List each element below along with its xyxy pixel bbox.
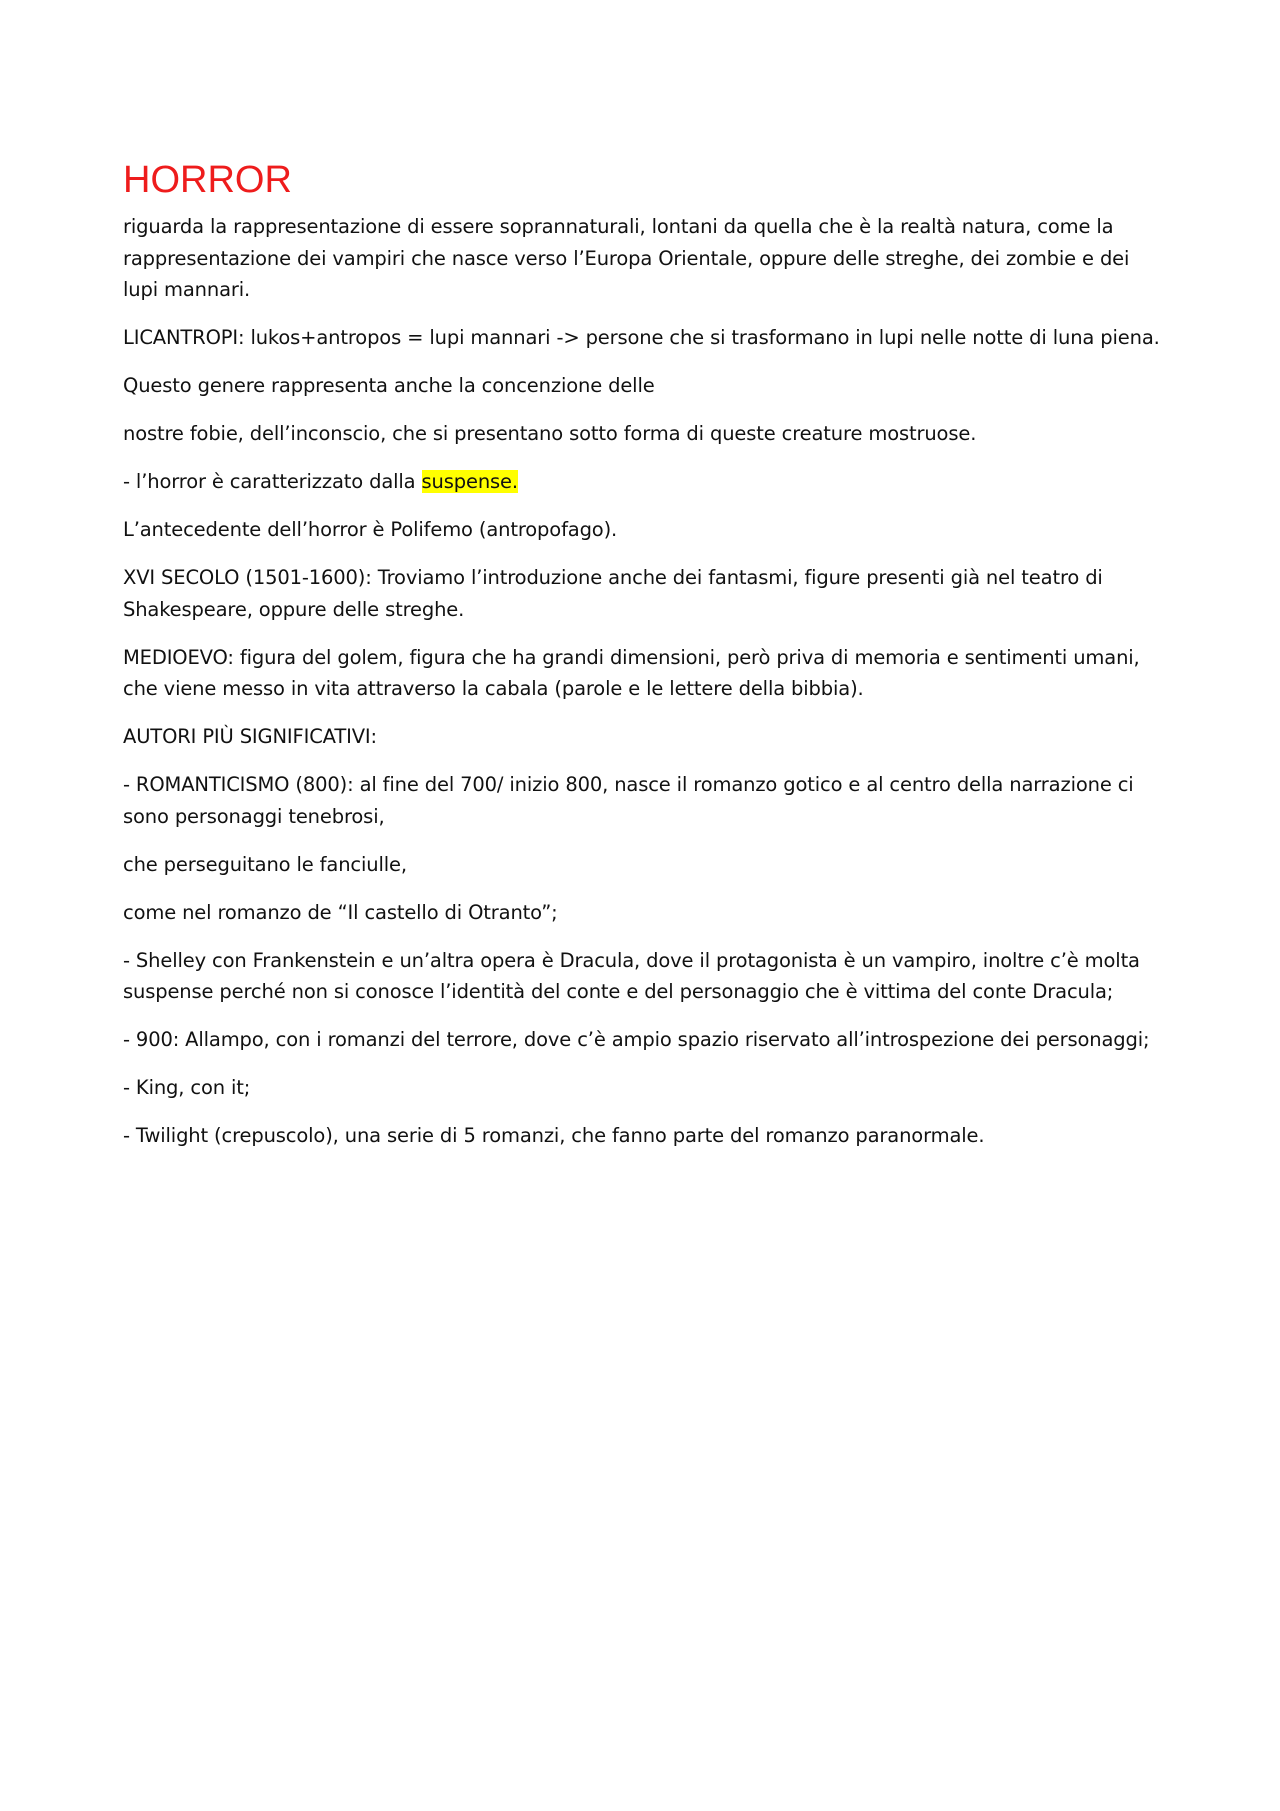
list-item-twilight: - Twilight (crepuscolo), una serie di 5 romanzi, che fanno parte del romanzo paranormale. [123,1124,985,1147]
paragraph-licantropi: LICANTROPI: lukos+antropos = lupi mannari -> persone che si trasformano in lupi nelle notte di luna piena. [123,326,1160,349]
paragraph-antecedente: L’antecedente dell’horror è Polifemo (antropofago). [123,518,618,541]
paragraph-fobie: nostre fobie, dell’inconscio, che si presentano sotto forma di queste creature mostruose. [123,422,977,445]
paragraph-intro: riguarda la rappresentazione di essere soprannaturali, lontani da quella che è la realtà natura, come la rappresentazione dei vampiri che nasce verso l’Europa Orientale, oppure delle streghe, dei zombie e dei lupi mannari. [123,215,1130,301]
document-body [123,156,1163,1168]
highlighted-text: suspense. [421,470,518,493]
list-item-900: - 900: Allampo, con i romanzi del terrore, dove c’è ampio spazio riservato all’introspezione dei personaggi; [123,1028,1150,1051]
paragraph-suspense [123,466,1163,498]
paragraph-fanciulle: che perseguitano le fanciulle, [123,852,407,876]
paragraph-otranto: come nel romanzo de “Il castello di Otranto”; [123,900,558,924]
paragraph-xvi-secolo: XVI SECOLO (1501-1600): Troviamo l’introduzione anche dei fantasmi, figure presenti già nel teatro di Shakespeare, oppure delle streghe. [123,566,1103,621]
paragraph-genere: Questo genere rappresenta anche la concenzione delle [123,374,655,397]
paragraph-autori-heading: AUTORI PIÙ SIGNIFICATIVI: [123,725,377,748]
paragraph-medioevo: MEDIOEVO: figura del golem, figura che ha grandi dimensioni, però priva di memoria e sentimenti umani, che viene messo in vita attraverso la cabala (parole e le lettere della bibbia). [123,645,1140,700]
list-item-romanticismo: - ROMANTICISMO (800): al fine del 700/ inizio 800, nasce il romanzo gotico e al centro della narrazione ci sono personaggi tenebrosi, [123,773,1134,828]
list-item-shelley: - Shelley con Frankenstein e un’altra opera è Dracula, dove il protagonista è un vampiro, inoltre c’è molta suspense perché non si conosce l’identità del conte e del personaggio che è vittima del conte Dracula; [123,948,1140,1003]
document-title: HORROR [123,159,292,201]
list-item-king: - King, con it; [123,1076,251,1099]
suspense-prefix: - l’horror è caratterizzato dalla [123,470,422,493]
